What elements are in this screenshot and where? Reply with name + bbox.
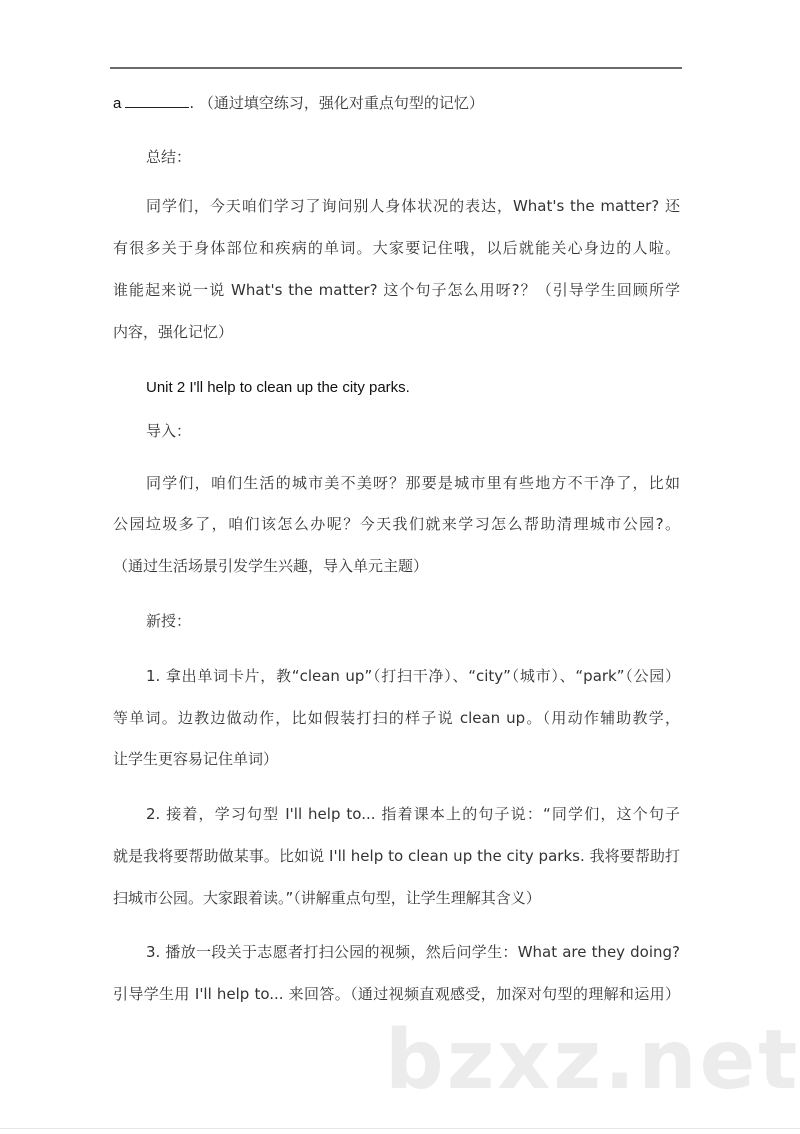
- unit-title: Unit 2 I'll help to clean up the city parks.: [146, 379, 410, 396]
- header-rule: [110, 67, 682, 69]
- blank-field: [125, 93, 189, 108]
- paragraph-line: 扫城市公园。大家跟着读。”（讲解重点句型，让学生理解其含义）: [113, 889, 541, 907]
- page-bottom-edge: [0, 1128, 800, 1129]
- blank-note: . （通过填空练习，强化对重点句型的记忆）: [189, 94, 484, 112]
- paragraph-line: （通过生活场景引发学生兴趣，导入单元主题）: [113, 557, 429, 575]
- intro-heading: 导入：: [146, 422, 192, 440]
- paragraph-line: 3. 播放一段关于志愿者打扫公园的视频，然后问学生：What are they doing?: [146, 943, 680, 961]
- paragraph-line: 就是我将要帮助做某事。比如说 I'll help to clean up the city parks. 我将要帮助打: [113, 847, 680, 865]
- paragraph-line: 谁能起来说一说 What's the matter? 这个句子怎么用呀?？（引导学生回顾所学: [113, 281, 680, 299]
- new-lesson-heading: 新授：: [146, 612, 192, 630]
- paragraph-line: 同学们，今天咱们学习了询问别人身体状况的表达，What's the matter? 还: [146, 197, 680, 215]
- paragraph-line: 1. 拿出单词卡片，教“clean up”（打扫干净）、“city”（城市）、“park”（公园）: [146, 667, 680, 685]
- paragraph-line: 引导学生用 I'll help to... 来回答。（通过视频直观感受，加深对句型的理解和运用）: [113, 985, 680, 1003]
- summary-heading: 总结：: [146, 148, 192, 166]
- paragraph-line: 内容，强化记忆）: [113, 323, 234, 341]
- paragraph-line: 公园垃圾多了，咱们该怎么办呢？今天我们就来学习怎么帮助清理城市公园?。: [113, 515, 680, 533]
- paragraph-line: 有很多关于身体部位和疾病的单词。大家要记住哦，以后就能关心身边的人啦。: [113, 239, 680, 257]
- paragraph-line: 让学生更容易记住单词）: [113, 750, 279, 768]
- paragraph-line: 等单词。边教边做动作，比如假装打扫的样子说 clean up。（用动作辅助教学，: [113, 709, 680, 727]
- paragraph-line: 同学们，咱们生活的城市美不美呀？那要是城市里有些地方不干净了，比如: [146, 474, 680, 492]
- blank-prefix: a: [113, 95, 122, 112]
- fill-blank-line: [113, 93, 680, 114]
- paragraph-line: 2. 接着，学习句型 I'll help to... 指着课本上的句子说：“同学们，这个句子: [146, 805, 680, 823]
- watermark: bzxz.net: [385, 1013, 800, 1108]
